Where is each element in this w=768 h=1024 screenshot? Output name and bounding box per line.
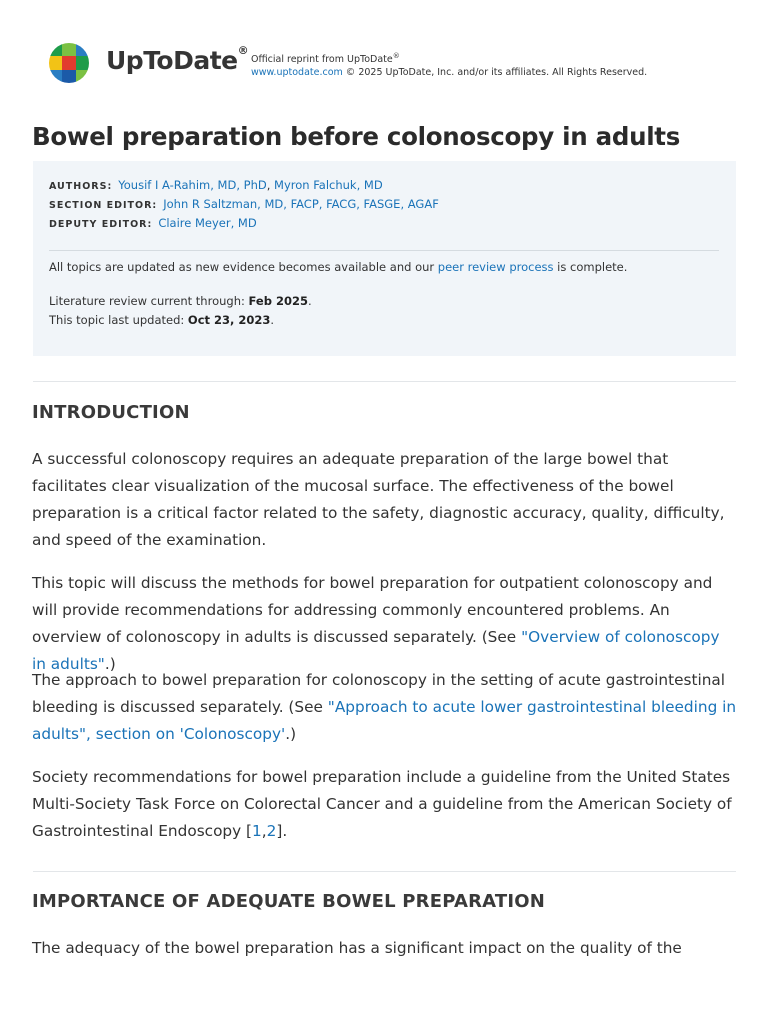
reference-link[interactable]: 1 <box>252 822 262 840</box>
deputy-editor-row: DEPUTY EDITOR: Claire Meyer, MD <box>49 216 257 230</box>
literature-review-date: Literature review current through: Feb 2025. <box>49 294 312 308</box>
section-editor-link[interactable]: John R Saltzman, MD, FACP, FACG, FASGE, AGAF <box>163 197 439 211</box>
peer-review-link[interactable]: peer review process <box>437 260 554 274</box>
update-notice: All topics are updated as new evidence becomes available and our peer review process is complete. <box>49 260 628 274</box>
paragraph: Society recommendations for bowel preparation include a guideline from the United States Multi-Society Task Force on Colorectal Cancer and a guideline from the American Society of Gastrointestinal Endoscopy [1,2]. <box>32 768 732 840</box>
brand-name: UpToDate® <box>106 44 249 75</box>
site-link[interactable]: www.uptodate.com <box>251 67 343 79</box>
uptodate-logo-icon <box>48 42 90 84</box>
paragraph: The approach to bowel preparation for colonoscopy in the setting of acute gastrointestinal bleeding is discussed separately. (See "Approach to acute lower gastrointestinal bleeding in adults", section on 'Colonoscopy'.) <box>32 671 737 743</box>
deputy-editor-link[interactable]: Claire Meyer, MD <box>158 216 257 230</box>
gi-bleeding-link[interactable]: "Approach to acute lower gastrointestinal bleeding in adults", section on 'Colonoscopy' <box>32 698 737 743</box>
last-updated-date: This topic last updated: Oct 23, 2023. <box>49 313 275 327</box>
author-link[interactable]: Yousif I A-Rahim, MD, PhD <box>118 178 267 192</box>
info-divider <box>49 250 719 251</box>
paragraph: This topic will discuss the methods for bowel preparation for outpatient colonoscopy and will provide recommendations for addressing commonly encountered problems. An overview of colonoscopy in adults is discussed separately. (See "Overview of colonoscopy in adults".) <box>32 574 720 673</box>
authors-row: AUTHORS: Yousif I A-Rahim, MD, PhD, Myron Falchuk, MD <box>49 178 383 192</box>
topic-info-box <box>33 161 736 356</box>
reference-link[interactable]: 2 <box>266 822 277 840</box>
section-heading-introduction: INTRODUCTION <box>32 402 190 423</box>
paragraph: A successful colonoscopy requires an adequate preparation of the large bowel that facilitates clear visualization of the mucosal surface. The effectiveness of the bowel preparation is a critical factor related to the safety, diagnostic accuracy, quality, difficulty, and speed of the examination. <box>32 450 725 549</box>
author-link[interactable]: Myron Falchuk, MD <box>274 178 383 192</box>
header <box>48 42 748 88</box>
section-editor-row: SECTION EDITOR: John R Saltzman, MD, FACP, FACG, FASGE, AGAF <box>49 197 439 211</box>
section-divider <box>33 381 736 382</box>
section-divider <box>33 871 736 872</box>
page-title: Bowel preparation before colonoscopy in adults <box>32 122 680 151</box>
reprint-notice: Official reprint from UpToDate® www.uptodate.com © 2025 UpToDate, Inc. and/or its affiliates. All Rights Reserved. <box>251 52 648 79</box>
overview-colonoscopy-link[interactable]: "Overview of colonoscopy in adults" <box>32 628 720 673</box>
section-heading-importance: IMPORTANCE OF ADEQUATE BOWEL PREPARATION <box>32 891 546 912</box>
paragraph: The adequacy of the bowel preparation has a significant impact on the quality of the <box>32 939 682 957</box>
